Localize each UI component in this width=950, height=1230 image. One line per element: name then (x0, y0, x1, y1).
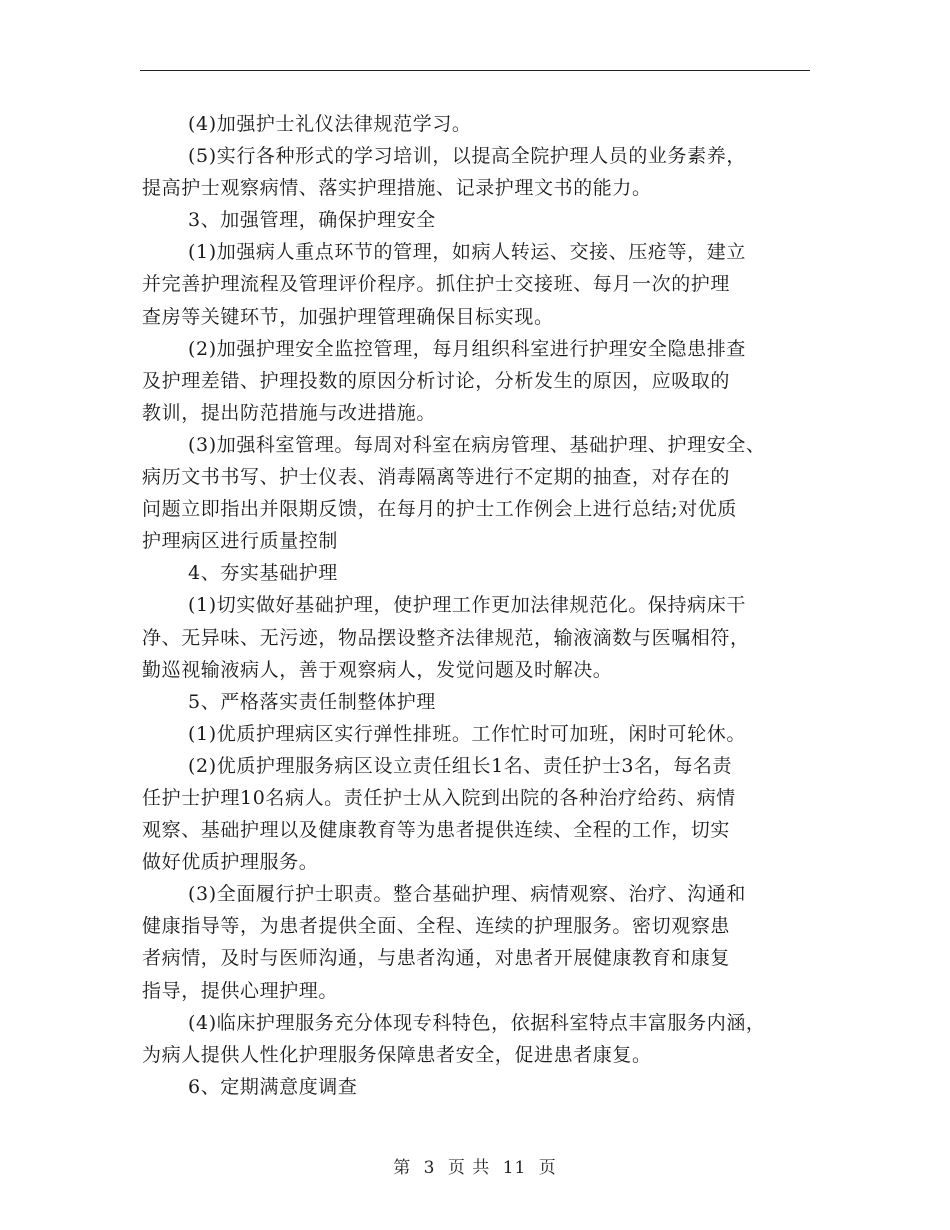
text-line: 查房等关键环节，加强护理管理确保目标实现。 (142, 305, 554, 328)
footer-prefix: 第 (393, 1158, 412, 1178)
document-body (142, 108, 822, 1103)
text-line: 4、夯实基础护理 (188, 562, 338, 585)
text-line: (1)切实做好基础护理，使护理工作更加法律规范化。保持病床干 (188, 594, 746, 617)
footer-suffix: 页 (538, 1158, 557, 1178)
text-line: (1)加强病人重点环节的管理，如病人转运、交接、压疮等，建立 (188, 241, 746, 264)
text-line: (2)加强护理安全监控管理，每月组织科室进行护理安全隐患排查 (188, 337, 746, 360)
text-line: (2)优质护理服务病区设立责任组长1名、责任护士3名，每名责 (188, 754, 733, 777)
text-line: 护理病区进行质量控制 (142, 530, 339, 553)
text-line: 者病情，及时与医师沟通，与患者沟通，对患者开展健康教育和康复 (142, 947, 731, 970)
text-line: 任护士护理10名病人。责任护士从入院到出院的各种治疗给药、病情 (142, 786, 736, 809)
text-line: (1)优质护理病区实行弹性排班。工作忙时可加班，闲时可轮休。 (188, 722, 746, 745)
text-line: 问题立即指出并限期反馈，在每月的护士工作例会上进行总结;对优质 (142, 498, 738, 521)
text-line: 提高护士观察病情、落实护理措施、记录护理文书的能力。 (142, 177, 652, 200)
text-line: (3)加强科室管理。每周对科室在病房管理、基础护理、护理安全、 (188, 433, 766, 456)
text-line: 健康指导等，为患者提供全面、全程、连续的护理服务。密切观察患 (142, 915, 731, 938)
text-line: 指导，提供心理护理。 (142, 979, 339, 1002)
text-line: 观察、基础护理以及健康教育等为患者提供连续、全程的工作，切实 (142, 819, 731, 842)
text-line: 5、严格落实责任制整体护理 (188, 690, 436, 713)
footer-middle: 页 共 (447, 1158, 491, 1178)
footer-total-pages: 11 (502, 1158, 527, 1178)
text-line: 病历文书书写、护士仪表、消毒隔离等进行不定期的抽查，对存在的 (142, 466, 731, 489)
header-rule (140, 70, 810, 71)
text-line: 3、加强管理，确保护理安全 (188, 209, 436, 232)
text-line: (5)实行各种形式的学习培训，以提高全院护理人员的业务素养， (188, 145, 746, 168)
text-line: (4)加强护士礼仪法律规范学习。 (188, 113, 472, 135)
text-line: 教训，提出防范措施与改进措施。 (142, 401, 437, 424)
text-line: 做好优质护理服务。 (142, 851, 319, 874)
page-footer (0, 1153, 950, 1178)
text-line: 并完善护理流程及管理评价程序。抓住护士交接班、每月一次的护理 (142, 273, 731, 296)
text-line: 及护理差错、护理投数的原因分析讨论，分析发生的原因，应吸取的 (142, 369, 731, 392)
text-line: (4)临床护理服务充分体现专科特色，依据科室特点丰富服务内涵， (188, 1011, 766, 1034)
text-line: 勤巡视输液病人，善于观察病人，发觉问题及时解决。 (142, 658, 613, 681)
text-line: (3)全面履行护士职责。整合基础护理、病情观察、治疗、沟通和 (188, 883, 746, 906)
text-line: 为病人提供人性化护理服务保障患者安全，促进患者康复。 (142, 1043, 652, 1066)
text-line: 6、定期满意度调查 (188, 1075, 358, 1098)
footer-current-page: 3 (423, 1158, 436, 1178)
text-line: 净、无异味、无污迹，物品摆设整齐法律规范，输液滴数与医嘱相符， (142, 626, 750, 649)
